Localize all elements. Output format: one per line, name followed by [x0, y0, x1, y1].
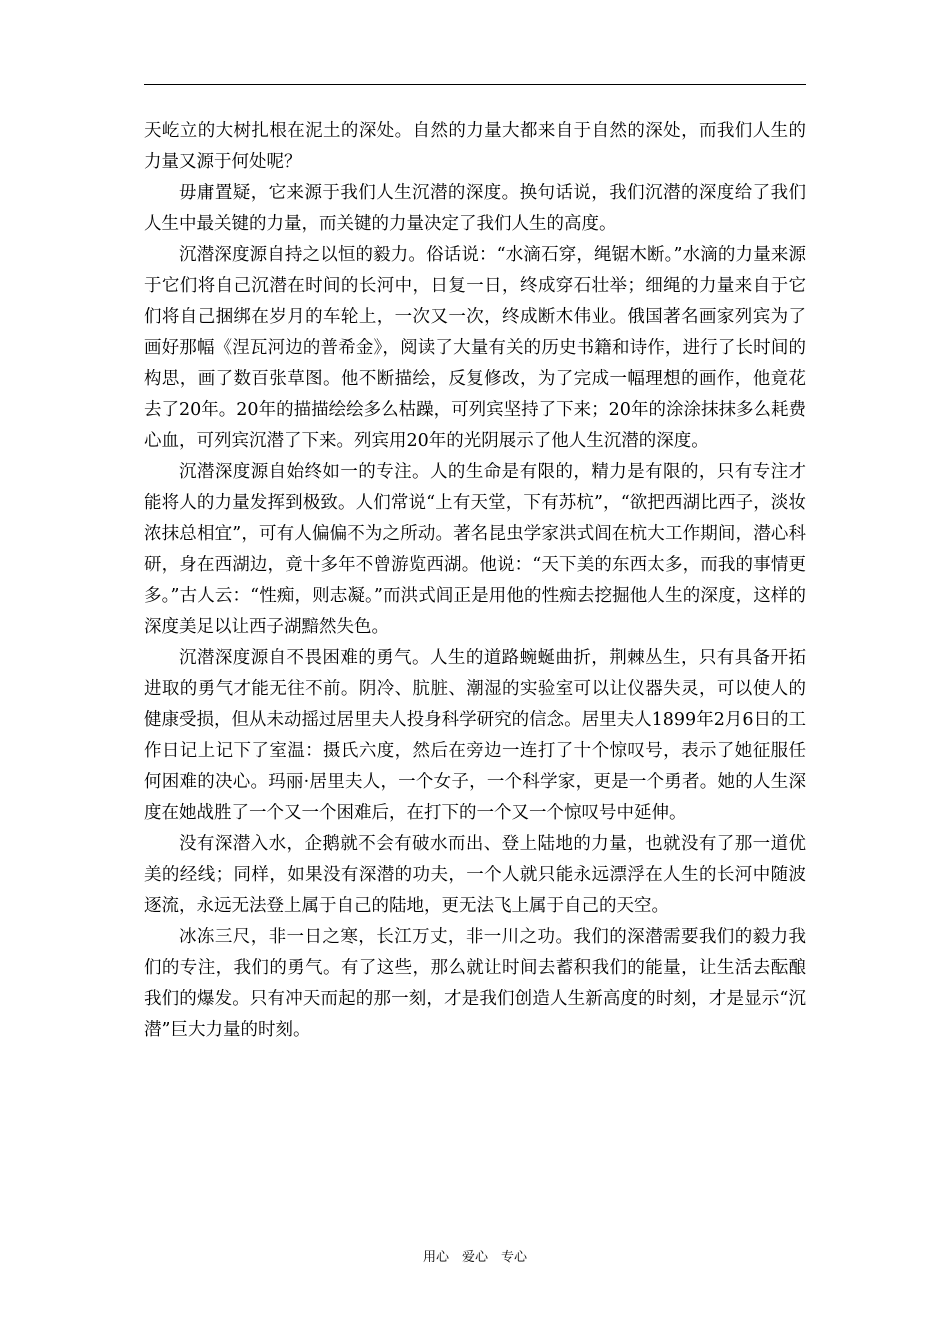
paragraph: 冰冻三尺，非一日之寒，长江万丈，非一川之功。我们的深潜需要我们的毅力我们的专注，我们的勇气。有了这些，那么就让时间去蓄积我们的能量，让生活去酝酿我们的爆发。只有冲天而起的那一刻，才是我们创造人生新高度的时刻，才是显示“沉潜”巨大力量的时刻。: [144, 927, 806, 1040]
paragraph: 毋庸置疑，它来源于我们人生沉潜的深度。换句话说，我们沉潜的深度给了我们人生中最关键的力量，而关键的力量决定了我们人生的高度。: [144, 183, 806, 234]
paragraph-continuation: 天屹立的大树扎根在泥土的深处。自然的力量大都来自于自然的深处，而我们人生的力量又源于何处呢？: [144, 121, 806, 172]
paragraph: 沉潜深度源自持之以恒的毅力。俗话说：“水滴石穿，绳锯木断。”水滴的力量来源于它们将自己沉潜在时间的长河中，日复一日，终成穿石壮举；细绳的力量来自于它们将自己捆绑在岁月的车轮上，一次又一次，终成断木伟业。俄国著名画家列宾为了画好那幅《涅瓦河边的普希金》，阅读了大量有关的历史书籍和诗作，进行了长时间的构思，画了数百张草图。他不断描绘，反复修改，为了完成一幅理想的画作，他竟花去了20年。20年的描描绘绘多么枯躁，可列宾坚持了下来；20年的涂涂抹抹多么耗费心血，可列宾沉潜了下来。列宾用20年的光阴展示了他人生沉潜的深度。: [144, 245, 806, 451]
essay-body: [144, 116, 806, 1046]
page-footer: 用心 爱心 专心: [422, 1250, 527, 1265]
paragraph: 沉潜深度源自不畏困难的勇气。人生的道路蜿蜒曲折，荆棘丛生，只有具备开拓进取的勇气才能无往不前。阴冷、肮脏、潮湿的实验室可以让仪器失灵，可以使人的健康受损，但从未动摇过居里夫人投身科学研究的信念。居里夫人1899年2月6日的工作日记上记下了室温：摄氏六度，然后在旁边一连打了十个惊叹号，表示了她征服任何困难的决心。玛丽·居里夫人，一个女子，一个科学家，更是一个勇者。她的人生深度在她战胜了一个又一个困难后，在打下的一个又一个惊叹号中延伸。: [144, 648, 806, 823]
paragraph: 没有深潜入水，企鹅就不会有破水而出、登上陆地的力量，也就没有了那一道优美的经线；同样，如果没有深潜的功夫，一个人就只能永远漂浮在人生的长河中随波逐流，永远无法登上属于自己的陆地，更无法飞上属于自己的天空。: [144, 834, 806, 916]
header-rule: [144, 84, 806, 85]
paragraph: 沉潜深度源自始终如一的专注。人的生命是有限的，精力是有限的，只有专注才能将人的力量发挥到极致。人们常说“上有天堂，下有苏杭”，“欲把西湖比西子，淡妆浓抹总相宜”，可有人偏偏不为之所动。著名昆虫学家洪式闾在杭大工作期间，潜心科研，身在西湖边，竟十多年不曾游览西湖。他说：“天下美的东西太多，而我的事情更多。”古人云：“性痴，则志凝。”而洪式闾正是用他的性痴去挖掘他人生的深度，这样的深度美足以让西子湖黯然失色。: [144, 462, 806, 637]
